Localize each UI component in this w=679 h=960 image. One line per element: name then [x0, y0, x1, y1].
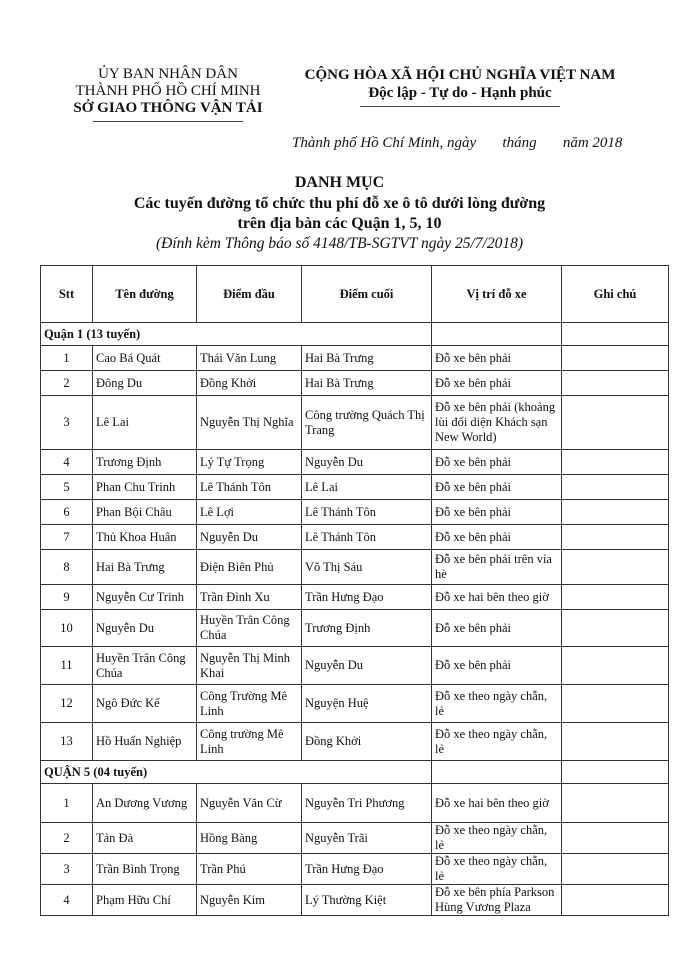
row-note [562, 550, 669, 585]
table-row [41, 685, 669, 723]
row-stt: 2 [41, 823, 93, 854]
group-empty-cell [562, 323, 669, 346]
row-start: Lê Thánh Tôn [197, 475, 302, 500]
row-street: Ngô Đức Kế [93, 685, 197, 723]
issuer-line-1: ỦY BAN NHÂN DÂN [98, 66, 238, 82]
row-stt: 13 [41, 723, 93, 761]
row-street: Phạm Hữu Chí [93, 885, 197, 916]
row-stt: 2 [41, 371, 93, 396]
row-stt: 8 [41, 550, 93, 585]
row-street: Nguyễn Du [93, 610, 197, 647]
row-end: Trần Hưng Đạo [302, 854, 432, 885]
group-row [41, 323, 669, 346]
table-row [41, 525, 669, 550]
row-start: Điện Biên Phủ [197, 550, 302, 585]
row-street: Lê Lai [93, 396, 197, 450]
row-stt: 7 [41, 525, 93, 550]
group-row [41, 761, 669, 784]
table-row [41, 610, 669, 647]
row-end: Nguyện Huệ [302, 685, 432, 723]
row-note [562, 610, 669, 647]
group-label: Quận 1 (13 tuyến) [41, 323, 432, 346]
row-note [562, 854, 669, 885]
row-note [562, 450, 669, 475]
row-start: Nguyễn Văn Cừ [197, 784, 302, 823]
row-note [562, 784, 669, 823]
row-street: Huyền Trân Công Chúa [93, 647, 197, 685]
table-row [41, 585, 669, 610]
row-start: Hồng Bàng [197, 823, 302, 854]
row-position: Đỗ xe bên phải [432, 371, 562, 396]
national-title: CỘNG HÒA XÃ HỘI CHỦ NGHĨA VIỆT NAM [304, 67, 616, 83]
row-start: Công Trường Mê Linh [197, 685, 302, 723]
table-row [41, 396, 669, 450]
row-note [562, 723, 669, 761]
row-start: Nguyễn Thị Nghĩa [197, 396, 302, 450]
col-header-start: Điểm đầu [197, 266, 302, 323]
table-row [41, 723, 669, 761]
row-position: Đỗ xe bên phải [432, 610, 562, 647]
national-header [290, 66, 630, 107]
col-header-stt: Stt [41, 266, 93, 323]
row-position: Đỗ xe theo ngày chẵn, lẻ [432, 823, 562, 854]
row-note [562, 685, 669, 723]
row-street: Trương Định [93, 450, 197, 475]
table-row [41, 823, 669, 854]
row-end: Công trường Quách Thị Trang [302, 396, 432, 450]
table-row [41, 647, 669, 685]
group-empty-cell [432, 323, 562, 346]
row-start: Lý Tự Trọng [197, 450, 302, 475]
row-start: Lê Lợi [197, 500, 302, 525]
row-start: Nguyễn Du [197, 525, 302, 550]
col-header-position: Vị trí đỗ xe [432, 266, 562, 323]
row-stt: 1 [41, 346, 93, 371]
row-note [562, 647, 669, 685]
row-note [562, 371, 669, 396]
row-start: Đồng Khởi [197, 371, 302, 396]
row-end: Hai Bà Trưng [302, 371, 432, 396]
row-stt: 12 [41, 685, 93, 723]
row-stt: 5 [41, 475, 93, 500]
row-street: Phan Chu Trinh [93, 475, 197, 500]
row-street: Tản Đà [93, 823, 197, 854]
table-row [41, 885, 669, 916]
row-street: Hai Bà Trưng [93, 550, 197, 585]
row-position: Đỗ xe bên phải (khoảng lùi đối diện Khách sạn New World) [432, 396, 562, 450]
row-end: Lê Thánh Tôn [302, 525, 432, 550]
row-position: Đỗ xe bên phải [432, 647, 562, 685]
row-street: Đông Du [93, 371, 197, 396]
row-note [562, 823, 669, 854]
group-empty-cell [562, 761, 669, 784]
table-row [41, 854, 669, 885]
row-start: Nguyễn Thị Minh Khai [197, 647, 302, 685]
group-empty-cell [432, 761, 562, 784]
col-header-end: Điểm cuối [302, 266, 432, 323]
row-stt: 11 [41, 647, 93, 685]
row-end: Trần Hưng Đạo [302, 585, 432, 610]
row-start: Trần Đình Xu [197, 585, 302, 610]
row-note [562, 396, 669, 450]
col-header-note: Ghi chú [562, 266, 669, 323]
table-row [41, 371, 669, 396]
row-position: Đỗ xe hai bên theo giờ [432, 784, 562, 823]
doc-reference: (Đính kèm Thông báo số 4148/TB-SGTVT ngày 25/7/2018) [156, 235, 523, 252]
row-end: Hai Bà Trưng [302, 346, 432, 371]
row-note [562, 525, 669, 550]
row-end: Đồng Khởi [302, 723, 432, 761]
row-end: Lý Thường Kiệt [302, 885, 432, 916]
table-header-row [41, 266, 669, 323]
col-header-street: Tên đường [93, 266, 197, 323]
issuer-header [40, 66, 296, 122]
issuer-line-3: SỞ GIAO THÔNG VẬN TẢI [73, 100, 263, 116]
table-row [41, 500, 669, 525]
doc-title: DANH MỤC [294, 174, 385, 191]
row-start: Công trường Mê Linh [197, 723, 302, 761]
row-position: Đỗ xe bên phải [432, 525, 562, 550]
row-position: Đỗ xe theo ngày chẵn, lẻ [432, 685, 562, 723]
table-row [41, 550, 669, 585]
group-label: QUẬN 5 (04 tuyến) [41, 761, 432, 784]
row-note [562, 585, 669, 610]
row-street: Hồ Huấn Nghiệp [93, 723, 197, 761]
row-note [562, 885, 669, 916]
row-stt: 4 [41, 885, 93, 916]
table-row [41, 450, 669, 475]
row-end: Nguyễn Trãi [302, 823, 432, 854]
row-stt: 9 [41, 585, 93, 610]
row-note [562, 500, 669, 525]
row-street: Trần Bình Trọng [93, 854, 197, 885]
parking-routes-table [40, 265, 669, 916]
row-stt: 3 [41, 396, 93, 450]
table-row [41, 475, 669, 500]
doc-subtitle-2: trên địa bàn các Quận 1, 5, 10 [237, 215, 442, 232]
row-stt: 4 [41, 450, 93, 475]
row-end: Nguyễn Tri Phương [302, 784, 432, 823]
row-start: Thái Văn Lung [197, 346, 302, 371]
row-position: Đỗ xe bên phải [432, 475, 562, 500]
row-stt: 10 [41, 610, 93, 647]
row-position: Đỗ xe theo ngày chẵn, lẻ [432, 723, 562, 761]
row-position: Đỗ xe bên phải [432, 500, 562, 525]
row-position: Đỗ xe hai bên theo giờ [432, 585, 562, 610]
row-stt: 3 [41, 854, 93, 885]
row-street: Nguyễn Cư Trinh [93, 585, 197, 610]
row-position: Đỗ xe bên phải trên vỉa hè [432, 550, 562, 585]
national-motto: Độc lập - Tự do - Hạnh phúc [368, 85, 552, 101]
row-stt: 6 [41, 500, 93, 525]
motto-divider [360, 106, 560, 107]
row-end: Trương Định [302, 610, 432, 647]
issuer-divider [93, 121, 243, 122]
table-row [41, 346, 669, 371]
row-street: Thủ Khoa Huân [93, 525, 197, 550]
row-street: An Dương Vương [93, 784, 197, 823]
row-start: Nguyễn Kim [197, 885, 302, 916]
doc-subtitle-1: Các tuyến đường tổ chức thu phí đỗ xe ô tô dưới lòng đường [133, 195, 546, 212]
date-line: Thành phố Hồ Chí Minh, ngày tháng năm 2018 [292, 135, 623, 151]
row-end: Nguyễn Du [302, 647, 432, 685]
row-stt: 1 [41, 784, 93, 823]
row-end: Nguyễn Du [302, 450, 432, 475]
row-street: Cao Bá Quát [93, 346, 197, 371]
row-position: Đỗ xe bên phải [432, 450, 562, 475]
document-titles [0, 172, 679, 254]
row-end: Võ Thị Sáu [302, 550, 432, 585]
row-street: Phan Bội Châu [93, 500, 197, 525]
row-note [562, 346, 669, 371]
row-note [562, 475, 669, 500]
row-start: Huyền Trân Công Chúa [197, 610, 302, 647]
row-position: Đỗ xe bên phía Parkson Hùng Vương Plaza [432, 885, 562, 916]
issuer-line-2: THÀNH PHỐ HỒ CHÍ MINH [75, 83, 261, 99]
row-end: Lê Thánh Tôn [302, 500, 432, 525]
table-row [41, 784, 669, 823]
row-end: Lê Lai [302, 475, 432, 500]
row-position: Đỗ xe theo ngày chẵn, lẻ [432, 854, 562, 885]
row-start: Trần Phú [197, 854, 302, 885]
row-position: Đỗ xe bên phải [432, 346, 562, 371]
